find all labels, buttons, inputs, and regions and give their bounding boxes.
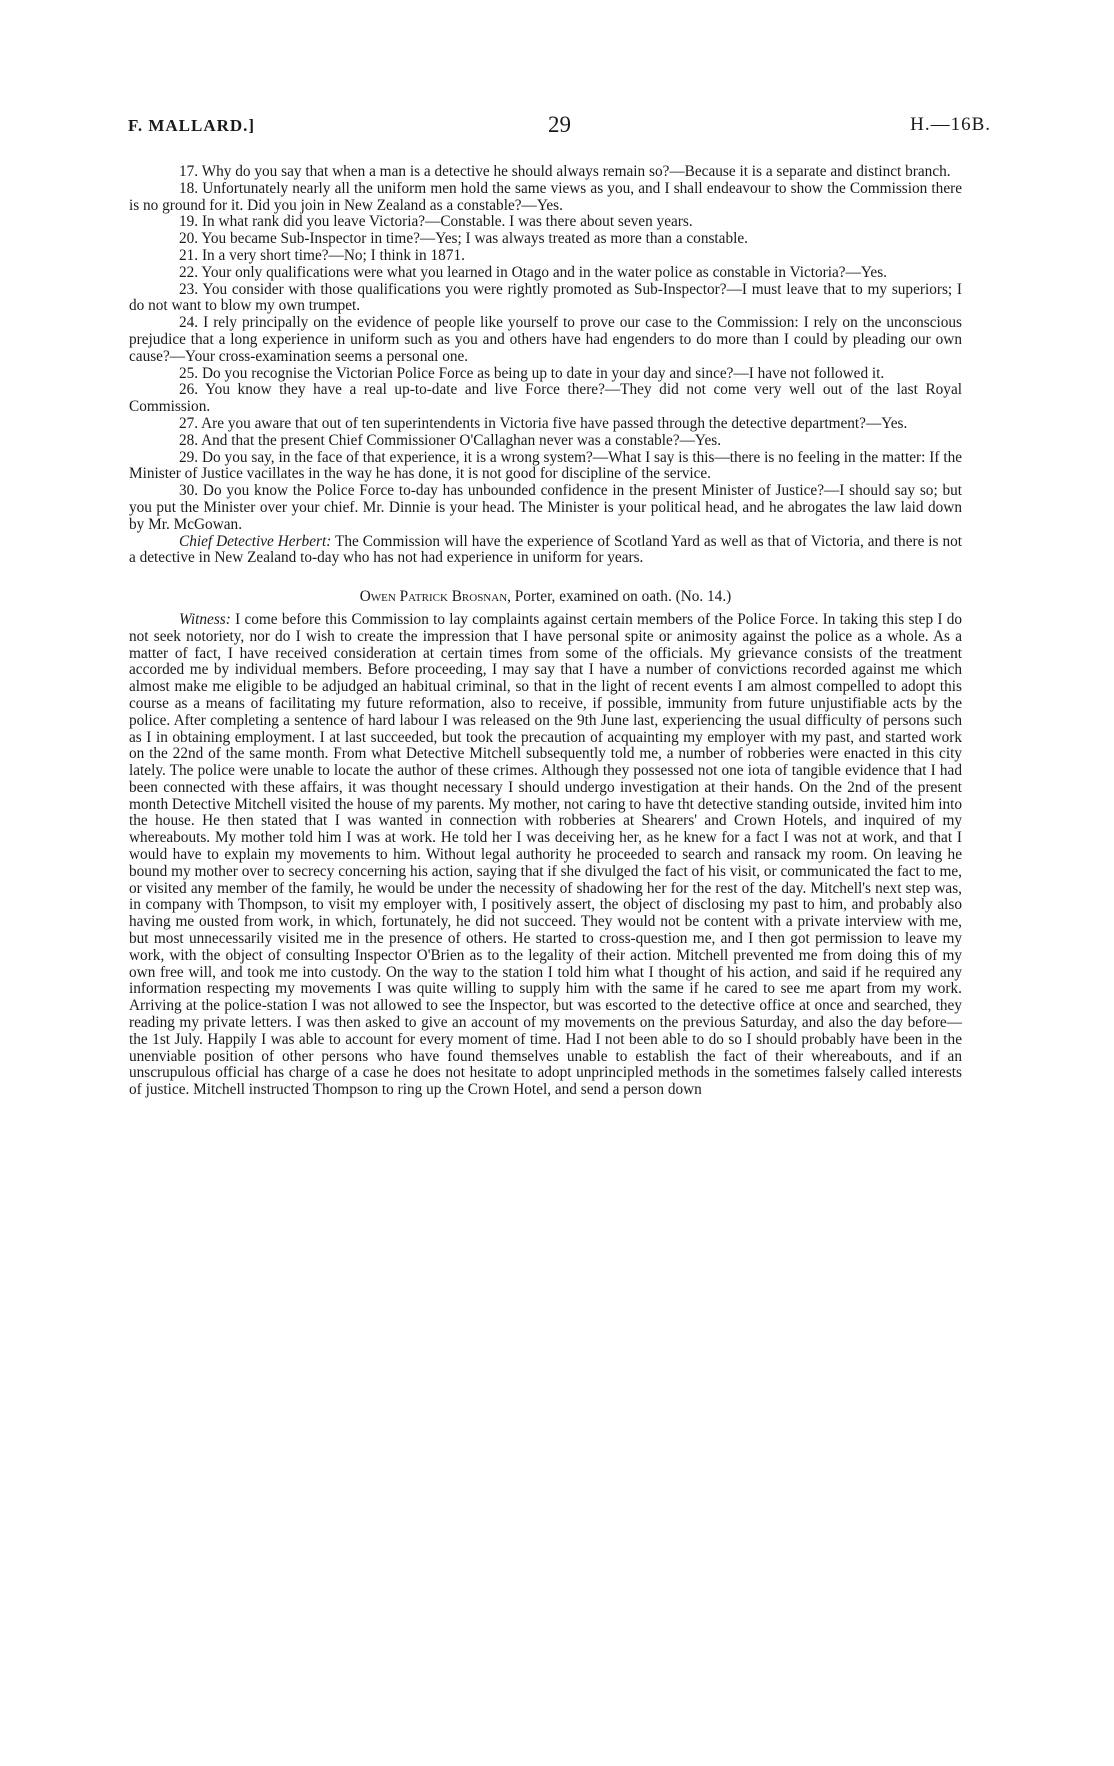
question-number: 17. <box>179 163 199 180</box>
question-answer-list <box>129 164 962 534</box>
question-text: Do you recognise the Victorian Police Force as being up to date in your day and since?—I have not followed it. <box>201 364 885 382</box>
witness-heading-rest: , Porter, examined on oath. (No. 14.) <box>507 588 732 606</box>
witness-statement-text: I come before this Commission to lay complaints against certain members of the Police Force. In taking this step I do not seek notoriety, nor do I wish to create the impression that I have personal spite or animosity against the police as a whole. As a matter of fact, I have received consideration at certain times from some of the officials. My grievance consists of the treatment accorded me by individual members. Before proceeding, I may say that I have a number of convictions recorded against me which almost make me eligible to be adjudged an habitual criminal, so that in the light of recent events I am almost compelled to adopt this course as a means of facilitating my future reformation, also to receive, if possible, immunity from future unjustifiable acts by the police. After completing a sentence of hard labour I was released on the 9th June last, experiencing the usual difficulty of persons such as I in obtaining employment. I at last succeeded, but took the precaution of acquainting my employer with my past, and started work on the 22nd of the same month. From what Detective Mitchell subsequently told me, a number of robberies were enacted in this city lately. The police were unable to locate the author of these crimes. Although they possessed not one iota of tangible evidence that I had been connected with these affairs, it was thought necessary I should undergo investigation at their hands. On the 2nd of the present month Detective Mitchell visited the house of my parents. My mother, not caring to have tht detective standing outside, invited him into the house. He then stated that I was wanted in connection with robberies at Shearers' and Crown Hotels, and inquired of my whereabouts. My mother told him I was at work. He told her I was deceiving her, as he knew for a fact I was not at work, and that I would have to explain my movements to him. Without legal authority he proceeded to search and ransack my room. On leaving he bound my mother over to secrecy concerning his action, saying that if she divulged the fact of his visit, or communicated the fact to me, or visited any member of the family, he would be under the necessity of shadowing her for the rest of the day. Mitchell's next step was, in company with Thompson, to visit my employer with, I positively assert, the object of disclosing my past to him, and probably also having me ousted from work, in which, fortunately, he did not succeed. They would not be content with a private interview with me, but most unnecessarily visited me in the presence of others. He started to cross-question me, and I then got permission to leave my work, with the object of consulting Inspector O'Brien as to the legality of their action. Mitchell prevented me from doing this of my own free will, and took me into custody. On the way to the station I told him what I thought of his action, and said if he required any information respecting my movements I was quite willing to supply him with the same if he cared to see me apart from my work. Arriving at the police-station I was not allowed to see the Inspector, but was escorted to the detective office at once and searched, they reading my private letters. I was then asked to give an account of my movements on the previous Saturday, and also the day before—the 1st July. Happily I was able to account for every moment of time. Had I not been able to do so I should probably have been in the unenviable position of other persons who have found themselves unable to establish the fact of their whereabouts, and if an unscrupulous official has charge of a case he does not hesitate to adopt unprincipled methods in the sometimes falsely called interests of justice. Mitchell instructed Thompson to ring up the Crown Hotel, and send a person down <box>129 610 963 1099</box>
statement-text: The Commission will have the experience of Scotland Yard as well as that of Victoria, and there is not a detective in New Zealand to-day who has not had experience in uniform for years. <box>129 532 962 567</box>
header-witness-name: F. MALLARD.] <box>128 116 256 135</box>
question-text: Unfortunately nearly all the uniform men hold the same views as you, and I shall endeavour to show the Commission there is no ground for it. Did you join in New Zealand as a constable?—Yes. <box>129 179 962 214</box>
question-text: You consider with those qualifications you were rightly promoted as Sub-Inspector?—I must leave that to my superiors; I do not want to blow my own trumpet. <box>129 280 962 315</box>
qa-paragraph <box>129 265 962 282</box>
question-text: You know they have a real up-to-date and live Force there?—They did not come very well out of the last Royal Commission. <box>129 381 962 416</box>
witness-statement <box>129 612 962 1099</box>
question-text: Do you know the Police Force to-day has unbounded confidence in the present Minister of Justice?—I should say so; but you put the Minister over your chief. Mr. Dinnie is your head. The Minister is your political head, and he abrogates the law laid down by Mr. McGowan. <box>129 482 962 533</box>
document-reference: H.—16B. <box>910 114 991 135</box>
page-body <box>129 164 962 1099</box>
qa-paragraph <box>129 248 962 265</box>
question-text: You became Sub-Inspector in time?—Yes; I was always treated as more than a constable. <box>201 230 748 248</box>
qa-paragraph <box>129 416 962 433</box>
witness-speaker: Witness: <box>179 610 231 628</box>
question-text: Do you say, in the face of that experience, it is a wrong system?—What I say is this—there is no feeling in the matter: If the Minister of Justice vacillates in the way he has done, it is not good for discipline of the service. <box>129 448 963 483</box>
qa-paragraph <box>129 483 962 533</box>
qa-paragraph <box>129 214 962 231</box>
statement-paragraph <box>129 534 962 568</box>
question-text: Are you aware that out of ten superintendents in Victoria five have passed through the detective department?—Yes. <box>201 414 908 432</box>
question-number: 20. <box>179 230 199 248</box>
question-text: I rely principally on the evidence of people like yourself to prove our case to the Commission: I rely on the unconscious prejudice that a long experience in uniform such as you and others have had engenders to do more than I could by pleading our own cause?—Your cross-examination seems a personal one. <box>129 314 963 365</box>
question-text: In what rank did you leave Victoria?—Constable. I was there about seven years. <box>201 213 693 231</box>
qa-paragraph <box>129 382 962 416</box>
question-number: 22. <box>179 263 199 281</box>
question-number: 27. <box>179 414 199 432</box>
qa-paragraph <box>129 450 962 484</box>
question-number: 28. <box>179 431 199 449</box>
question-number: 24. <box>179 314 199 332</box>
question-text: Why do you say that when a man is a detective he should always remain so?—Because it is a separate and distinct branch. <box>201 163 951 180</box>
question-number: 25. <box>179 364 199 382</box>
qa-paragraph <box>129 366 962 383</box>
question-text: In a very short time?—No; I think in 1871. <box>201 246 465 264</box>
qa-paragraph <box>129 433 962 450</box>
question-number: 29. <box>179 448 199 466</box>
question-text: And that the present Chief Commissioner O'Callaghan never was a constable?—Yes. <box>201 431 722 449</box>
statement-speaker: Chief Detective Herbert: <box>179 532 332 550</box>
qa-paragraph <box>129 315 962 365</box>
page-header <box>128 112 991 146</box>
witness-name: Owen Patrick Brosnan <box>359 588 508 606</box>
witness-heading <box>129 589 962 606</box>
question-number: 23. <box>179 280 199 298</box>
qa-paragraph <box>129 164 962 181</box>
qa-paragraph <box>129 231 962 248</box>
question-number: 18. <box>179 179 199 197</box>
question-number: 19. <box>179 213 199 231</box>
question-number: 21. <box>179 246 199 264</box>
question-text: Your only qualifications were what you learned in Otago and in the water police as constable in Victoria?—Yes. <box>201 263 887 281</box>
question-number: 26. <box>179 381 199 399</box>
page-number: 29 <box>548 112 571 137</box>
qa-paragraph <box>129 282 962 316</box>
question-number: 30. <box>179 482 199 500</box>
qa-paragraph <box>129 181 962 215</box>
